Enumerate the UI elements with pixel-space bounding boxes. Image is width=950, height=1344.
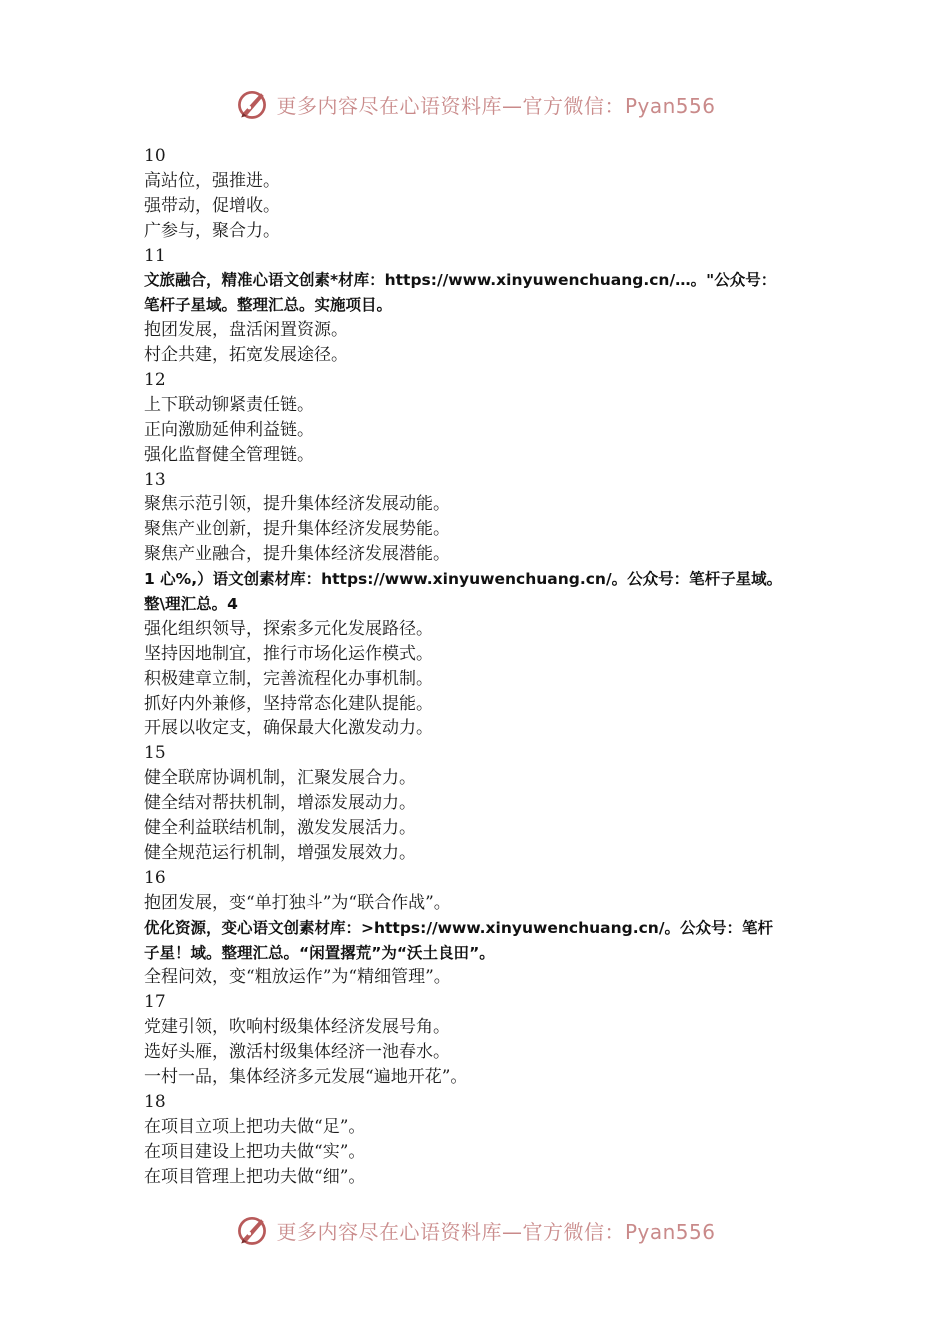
text-line: 抱团发展，变“单打独斗”为“联合作战”。	[144, 892, 451, 913]
text-line: 文旅融合，精准心语文创素*材库：https://www.xinyuwenchuang.cn/…。"公众号：	[144, 271, 777, 290]
section-number: 13	[144, 469, 166, 490]
text-line: 坚持因地制宜，推行市场化运作模式。	[144, 643, 433, 664]
section-number: 17	[144, 992, 166, 1013]
footer-watermark-text: 更多内容尽在心语资料库—官方微信：Pyan556	[276, 1219, 716, 1244]
pen-logo-icon	[234, 1212, 270, 1248]
text-line: 1 心%,）语文创素材库：https://www.xinyuwenchuang.cn/。公众号：笔杆子星域。	[144, 570, 783, 589]
text-line: 健全联席协调机制，汇聚发展合力。	[144, 768, 416, 789]
text-line: 聚焦示范引领，提升集体经济发展动能。	[144, 494, 450, 515]
text-line: 健全结对帮扶机制，增添发展动力。	[144, 793, 416, 814]
text-line: 子星！域。整理汇总。“闲置撂荒”为“沃土良田”。	[144, 943, 495, 962]
text-line: 强化监督健全管理链。	[144, 444, 314, 465]
section-number: 10	[144, 146, 166, 166]
text-line: 村企共建，拓宽发展途径。	[144, 345, 348, 366]
text-line: 上下联动铆紧责任链。	[144, 394, 314, 415]
text-line: 整\理汇总。4	[144, 595, 238, 614]
text-line: 健全利益联结机制，激发发展活力。	[144, 818, 416, 839]
text-line: 抓好内外兼修，坚持常态化建队提能。	[144, 693, 433, 714]
text-line: 聚焦产业融合，提升集体经济发展潜能。	[144, 544, 450, 565]
header-watermark-banner	[0, 82, 950, 126]
text-line: 开展以收定支，确保最大化激发动力。	[144, 718, 433, 739]
text-line: 笔杆子星域。整理汇总。实施项目。	[144, 296, 393, 315]
text-line: 正向激励延伸利益链。	[144, 419, 314, 440]
header-watermark-text: 更多内容尽在心语资料库—官方微信：Pyan556	[276, 93, 716, 118]
text-line: 在项目建设上把功夫做“实”。	[144, 1141, 366, 1162]
section-number: 15	[144, 743, 166, 764]
section-number: 12	[144, 370, 166, 391]
section-number: 16	[144, 867, 166, 888]
text-line: 积极建章立制，完善流程化办事机制。	[144, 668, 433, 689]
text-line: 全程问效，变“粗放运作”为“精细管理”。	[144, 967, 451, 988]
text-line: 在项目管理上把功夫做“细”。	[144, 1166, 366, 1187]
section-number: 18	[144, 1091, 166, 1112]
footer-watermark-banner	[0, 1208, 950, 1252]
text-line: 党建引领，吹响村级集体经济发展号角。	[144, 1017, 450, 1038]
document-body	[144, 144, 824, 1189]
section-number: 11	[144, 245, 166, 266]
text-line: 一村一品，集体经济多元发展“遍地开花”。	[144, 1066, 468, 1087]
text-line: 健全规范运行机制，增强发展效力。	[144, 842, 416, 863]
text-line: 优化资源，变心语文创素材库：>https://www.xinyuwenchuang.cn/。公众号：笔杆	[144, 918, 774, 937]
text-line: 强带动，促增收。	[144, 195, 280, 216]
text-line: 强化组织领导，探索多元化发展路径。	[144, 618, 433, 639]
text-line: 高站位，强推进。	[144, 170, 280, 191]
text-line: 在项目立项上把功夫做“足”。	[144, 1116, 366, 1137]
text-line: 聚焦产业创新，提升集体经济发展势能。	[144, 519, 450, 540]
pen-logo-icon	[234, 86, 270, 122]
text-line: 抱团发展，盘活闲置资源。	[144, 320, 348, 341]
text-line: 选好头雁，激活村级集体经济一池春水。	[144, 1042, 450, 1063]
text-line: 广参与，聚合力。	[144, 220, 280, 241]
